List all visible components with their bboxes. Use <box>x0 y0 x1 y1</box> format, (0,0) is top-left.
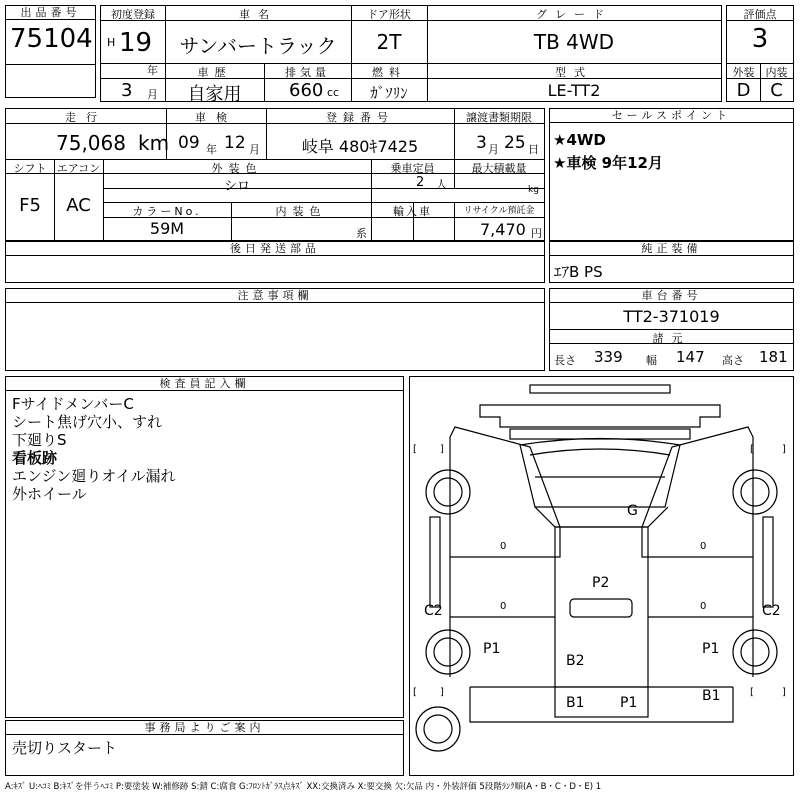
sales-point-line-2: ★車検 9年12月 <box>553 154 663 172</box>
transfer-day: 25 <box>504 133 526 153</box>
max-load-label: 最大積載量 <box>471 162 527 175</box>
lot-label: 出品番号 <box>6 6 95 20</box>
height-value: 181 <box>759 348 788 366</box>
max-load-unit: kg <box>528 185 539 195</box>
svg-text:]: ] <box>782 687 786 698</box>
history-label: 車歴 <box>197 66 232 79</box>
interior-label: 内装 <box>765 66 788 79</box>
width-value: 147 <box>676 348 705 366</box>
equipment-label: 純正装備 <box>550 242 793 256</box>
svg-text:0: 0 <box>500 601 507 612</box>
inspector-line-2: シート焦げ穴小、すれ <box>12 413 163 431</box>
svg-text:0: 0 <box>500 541 507 552</box>
ext-color-label: 外装色 <box>211 162 263 175</box>
svg-text:]: ] <box>782 444 786 455</box>
later-parts-box <box>5 241 545 283</box>
svg-text:]: ] <box>440 687 444 698</box>
model-label: 型式 <box>555 66 593 79</box>
import-label: 輸入車 <box>393 205 432 218</box>
recycle-value: 7,470 <box>480 220 526 239</box>
displacement-label: 排気量 <box>285 66 330 79</box>
reg-year: 19 <box>119 28 153 58</box>
inspector-line-6: 外ホイール <box>12 485 87 503</box>
reg-no-label: 登録番号 <box>326 111 394 124</box>
color-no-value: 59M <box>149 219 185 238</box>
recycle-label: リサイクル預託金 <box>463 206 535 216</box>
month-unit: 月 <box>147 88 158 101</box>
score-value: 3 <box>751 24 769 54</box>
mark-g: G <box>627 503 638 519</box>
vehicle-diagram-box <box>409 376 794 776</box>
score-label: 評価点 <box>743 8 777 21</box>
car-name-label: 車名 <box>239 8 277 21</box>
capacity-value: 2 <box>416 175 425 190</box>
era: H <box>107 36 116 49</box>
bracket-fr: [ <box>750 444 754 455</box>
history-value: 自家用 <box>187 84 242 105</box>
svg-text:0: 0 <box>700 601 707 612</box>
lot-box <box>5 5 96 98</box>
reg-month: 3 <box>121 80 133 101</box>
length-value: 339 <box>594 348 623 366</box>
inspector-line-1: FサイドメンバーC <box>12 395 134 413</box>
fuel-value: ｶﾞｿﾘﾝ <box>370 84 408 102</box>
legend: A:ｷｽﾞ U:ﾍｺﾐ B:ｷｽﾞを伴うﾍｺﾐ P:要塗装 W:補修跡 S:錆 C:腐食 G:ﾌﾛﾝﾄｶﾞﾗｽ点ｷｽﾞ XX:交換済み X:要交換 欠:欠品 内・外装評価 5段階ﾗﾝｸ順(A・B・C・D・E) 1 <box>5 782 602 792</box>
exterior-label: 外装 <box>732 66 755 79</box>
mileage-value: 75,068 <box>56 131 126 155</box>
bracket-fl: [ <box>413 444 417 455</box>
svg-text:]: ] <box>440 444 444 455</box>
mileage-label: 走行 <box>65 111 107 124</box>
inspector-box <box>5 376 404 718</box>
inspector-line-5: エンジン廻りオイル漏れ <box>12 467 176 485</box>
transfer-label: 譲渡書類期限 <box>466 111 532 124</box>
interior-grade: C <box>770 80 783 101</box>
score-box <box>726 5 794 102</box>
sales-point-line-1: ★4WD <box>553 131 606 149</box>
length-label: 長さ <box>554 354 576 367</box>
shift-value: F5 <box>19 195 41 216</box>
door-value: 2T <box>376 30 402 54</box>
inspection-month: 12 <box>224 133 246 153</box>
displacement-unit: cc <box>327 86 340 99</box>
chassis-box <box>549 288 794 371</box>
ext-color-value: シロ <box>223 179 250 194</box>
mark-p1-right: P1 <box>702 641 720 657</box>
mark-b2: B2 <box>566 653 585 669</box>
office-value: 売切りスタート <box>12 739 118 757</box>
spec-grid <box>5 108 545 241</box>
vehicle-info-box <box>100 5 722 105</box>
notes-box <box>5 288 545 371</box>
dims-label: 諸元 <box>652 332 691 345</box>
int-color-label: 内装色 <box>275 205 327 218</box>
mark-p1-center: P1 <box>620 695 638 711</box>
capacity-unit: 人 <box>436 178 447 191</box>
inspection-year-unit: 年 <box>206 143 217 156</box>
equipment-box <box>549 241 794 283</box>
inspection-month-unit: 月 <box>249 143 260 156</box>
mark-p1-left: P1 <box>483 641 501 657</box>
notes-label: 注意事項欄 <box>6 289 544 303</box>
svg-text:0: 0 <box>700 541 707 552</box>
color-no-label: カラーNo. <box>132 205 202 218</box>
equipment-value: ｴｱB PS <box>554 263 603 281</box>
car-name: サンバートラック <box>179 34 337 58</box>
inspector-line-3: 下廻りS <box>12 431 67 449</box>
first-reg-label: 初度登録 <box>111 8 155 21</box>
transfer-month-unit: 月 <box>488 143 499 156</box>
mark-p2: P2 <box>592 575 610 591</box>
shift-label: シフト <box>13 162 47 175</box>
transfer-month: 3 <box>476 133 487 153</box>
lot-number: 75104 <box>10 24 93 54</box>
inspection-year: 09 <box>178 133 200 153</box>
mark-b1-right: B1 <box>702 688 721 704</box>
capacity-label: 乗車定員 <box>390 162 435 175</box>
grade-value: TB 4WD <box>533 30 615 54</box>
vehicle-diagram <box>410 377 793 775</box>
later-parts-label: 後日発送部品 <box>6 242 544 256</box>
year-unit: 年 <box>147 64 158 77</box>
fuel-label: 燃料 <box>372 66 406 79</box>
grade-label: グレード <box>536 8 612 21</box>
sales-point-label: セールスポイント <box>550 109 793 123</box>
height-label: 高さ <box>722 354 744 367</box>
door-label: ドア形状 <box>367 8 411 21</box>
mark-c2-left: C2 <box>424 603 443 619</box>
bracket-rl: [ <box>413 687 417 698</box>
exterior-grade: D <box>736 80 751 101</box>
transfer-day-unit: 日 <box>528 143 539 156</box>
chassis-value: TT2-371019 <box>623 307 720 326</box>
mileage-unit: km <box>138 131 170 155</box>
recycle-unit: 円 <box>531 227 542 240</box>
inspector-label: 検査員記入欄 <box>6 377 403 391</box>
model-value: LE-TT2 <box>547 81 601 100</box>
sales-point-box <box>549 108 794 241</box>
inspector-line-4: 看板跡 <box>12 449 58 467</box>
chassis-label: 車台番号 <box>550 289 793 303</box>
ac-value: AC <box>66 195 91 216</box>
mark-c2-right: C2 <box>762 603 781 619</box>
inspection-label: 車検 <box>195 111 237 124</box>
int-color-unit: 系 <box>356 227 367 240</box>
office-box <box>5 720 404 776</box>
displacement-value: 660 <box>289 80 324 101</box>
office-label: 事務局よりご案内 <box>6 721 403 735</box>
reg-no-value: 岐阜 480ｷ7425 <box>301 137 419 156</box>
mark-b1-center: B1 <box>566 695 585 711</box>
width-label: 幅 <box>646 354 657 367</box>
bracket-rr: [ <box>750 687 754 698</box>
ac-label: エアコン <box>56 162 101 175</box>
